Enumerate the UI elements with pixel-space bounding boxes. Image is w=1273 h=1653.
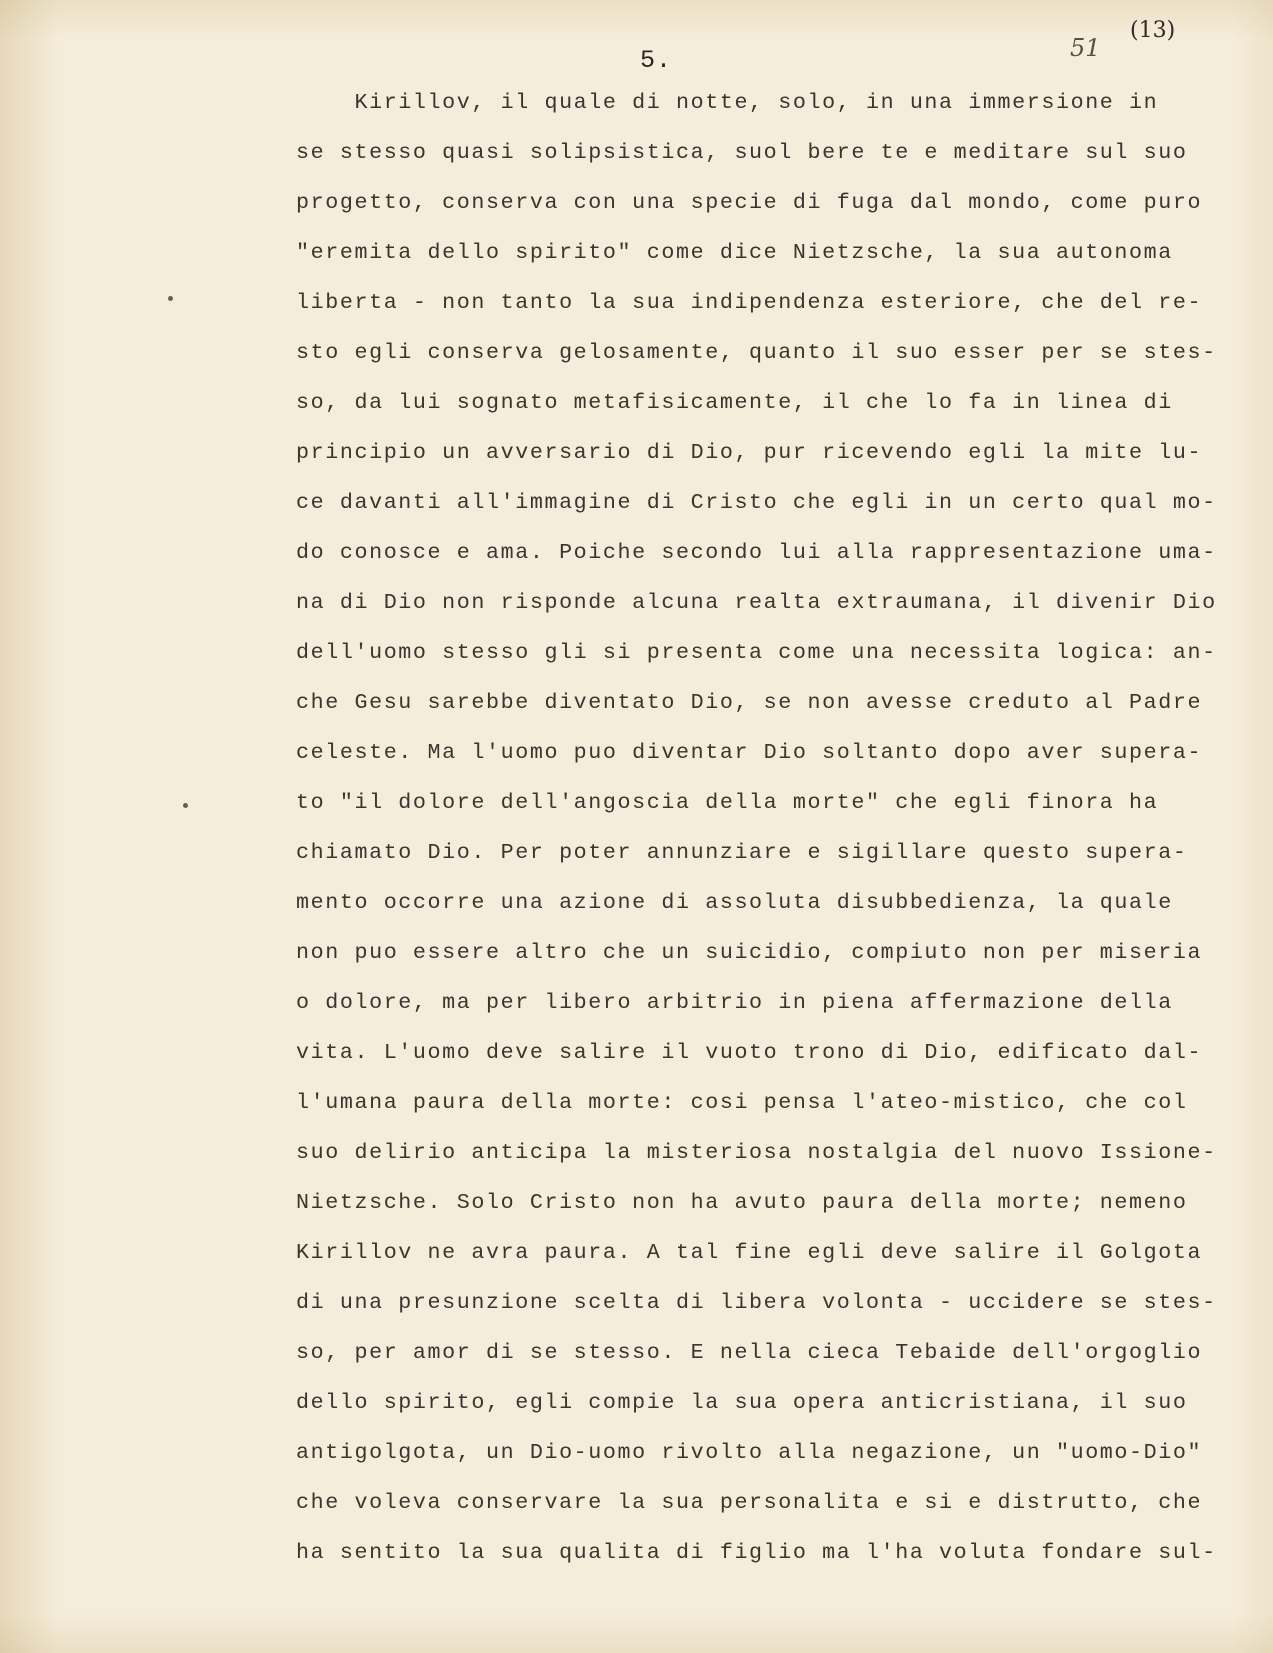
text-line: ce davanti all'immagine di Cristo che egli in un certo qual mo- (296, 490, 1217, 515)
text-line: Kirillov ne avra paura. A tal fine egli deve salire il Golgota (296, 1240, 1203, 1265)
text-line: mento occorre una azione di assoluta disubbedienza, la quale (296, 890, 1173, 915)
text-line: chiamato Dio. Per poter annunziare e sigillare questo supera- (296, 840, 1188, 865)
text-line: Kirillov, il quale di notte, solo, in una immersione in (296, 90, 1159, 115)
text-line: che Gesu sarebbe diventato Dio, se non avesse creduto al Padre (296, 690, 1203, 715)
text-line: dello spirito, egli compie la sua opera anticristiana, il suo (296, 1390, 1188, 1415)
text-line: dell'uomo stesso gli si presenta come una necessita logica: an- (296, 640, 1217, 665)
archive-number-handwritten: 51 (1070, 34, 1101, 62)
text-line: se stesso quasi solipsistica, suol bere te e meditare sul suo (296, 140, 1188, 165)
text-line: do conosce e ama. Poiche secondo lui alla rappresentazione uma- (296, 540, 1217, 565)
text-line: celeste. Ma l'uomo puo diventar Dio soltanto dopo aver supera- (296, 740, 1203, 765)
text-line: so, per amor di se stesso. E nella cieca Tebaide dell'orgoglio (296, 1340, 1203, 1365)
text-line: principio un avversario di Dio, pur ricevendo egli la mite lu- (296, 440, 1203, 465)
text-line: l'umana paura della morte: cosi pensa l'ateo-mistico, che col (296, 1090, 1188, 1115)
page-number: 5. (640, 46, 673, 75)
text-line: na di Dio non risponde alcuna realta extraumana, il divenir Dio (296, 590, 1217, 615)
text-line: vita. L'uomo deve salire il vuoto trono di Dio, edificato dal- (296, 1040, 1203, 1065)
text-line: o dolore, ma per libero arbitrio in piena affermazione della (296, 990, 1173, 1015)
text-line: ha sentito la sua qualita di figlio ma l'ha voluta fondare sul- (296, 1540, 1217, 1565)
text-line: antigolgota, un Dio-uomo rivolto alla negazione, un "uomo-Dio" (296, 1440, 1203, 1465)
text-line: Nietzsche. Solo Cristo non ha avuto paura della morte; nemeno (296, 1190, 1188, 1215)
text-line: che voleva conservare la sua personalita e si e distrutto, che (296, 1490, 1203, 1515)
text-line: so, da lui sognato metafisicamente, il che lo fa in linea di (296, 390, 1173, 415)
text-line: di una presunzione scelta di libera volonta - uccidere se stes- (296, 1290, 1217, 1315)
text-line: non puo essere altro che un suicidio, compiuto non per miseria (296, 940, 1203, 965)
text-line: sto egli conserva gelosamente, quanto il suo esser per se stes- (296, 340, 1217, 365)
text-line: to "il dolore dell'angoscia della morte" che egli finora ha (296, 790, 1159, 815)
sheet-number-handwritten: (13) (1130, 18, 1176, 43)
text-line: "eremita dello spirito" come dice Nietzsche, la sua autonoma (296, 240, 1173, 265)
text-line: progetto, conserva con una specie di fuga dal mondo, come puro (296, 190, 1203, 215)
text-line: suo delirio anticipa la misteriosa nostalgia del nuovo Issione- (296, 1140, 1217, 1165)
text-line: liberta - non tanto la sua indipendenza esteriore, che del re- (296, 290, 1203, 315)
